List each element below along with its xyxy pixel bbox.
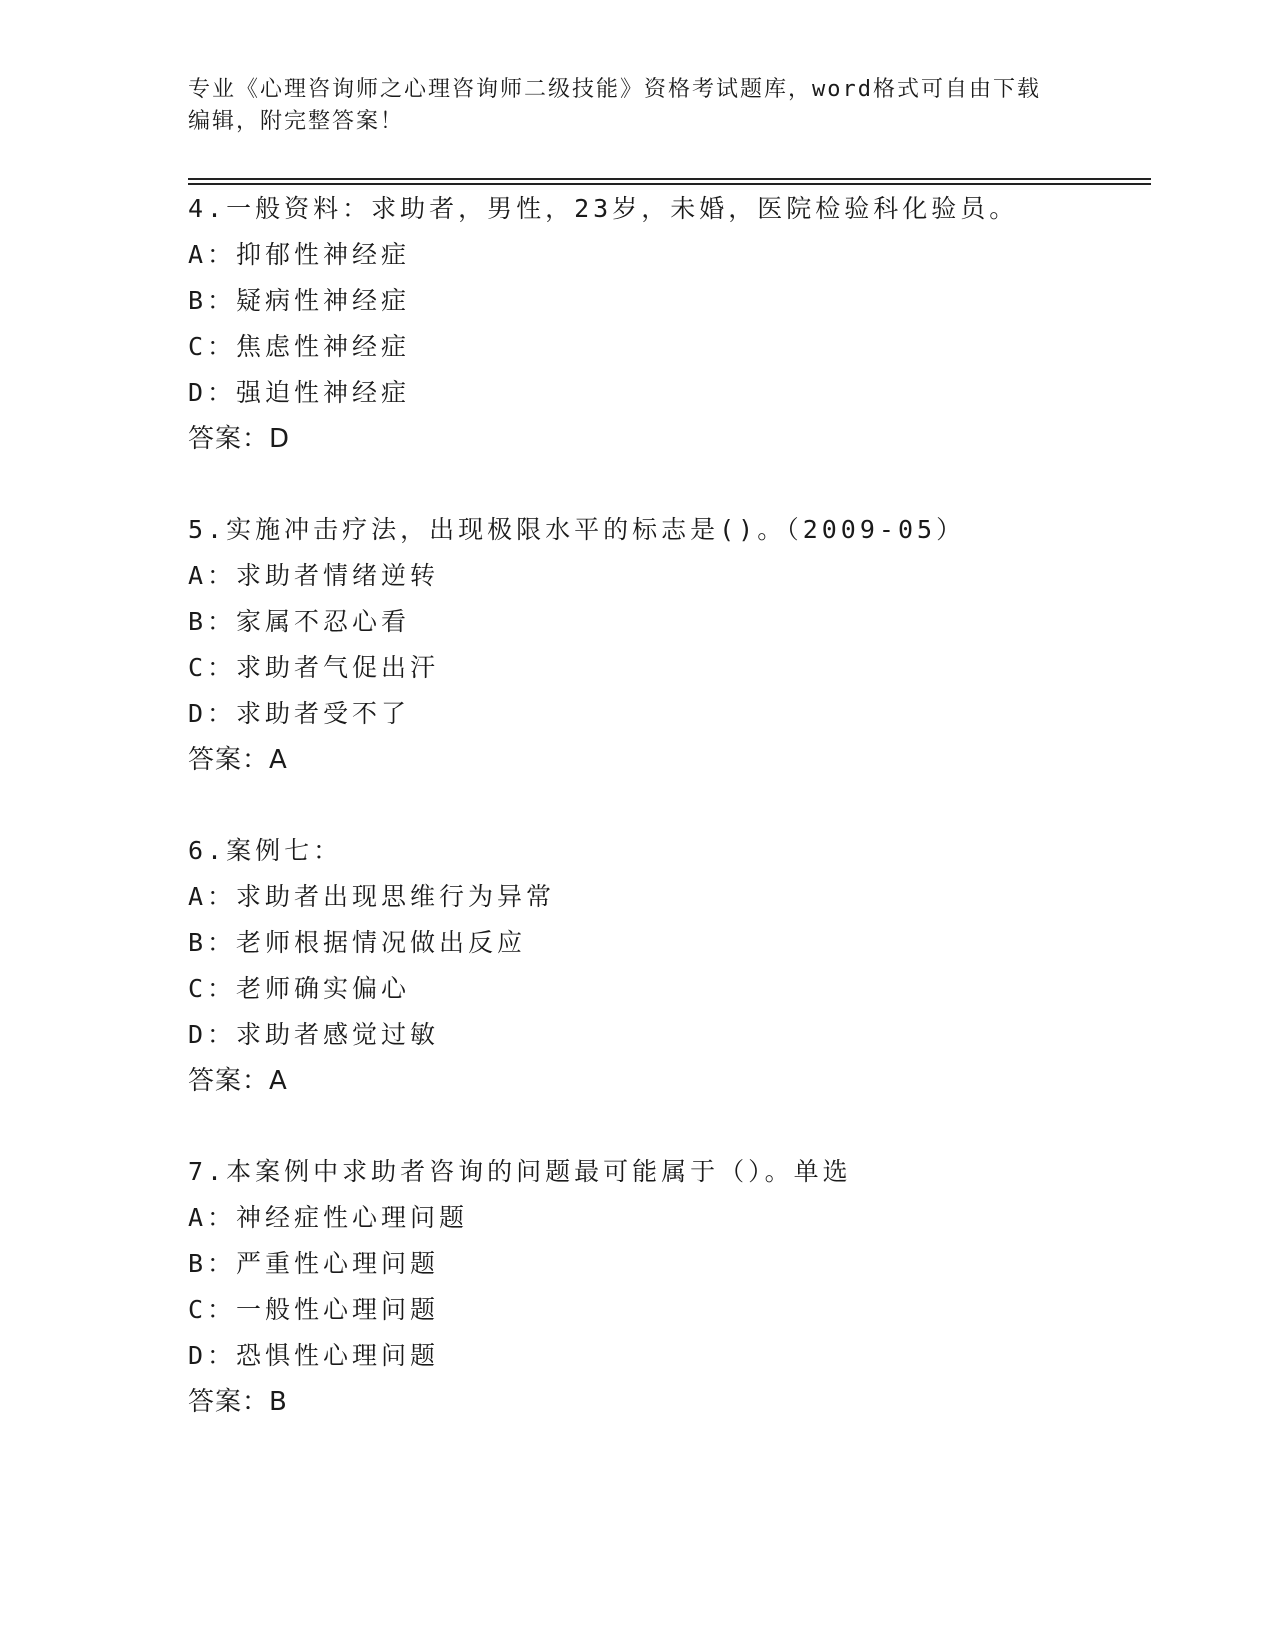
option-b: B：老师根据情况做出反应: [188, 928, 527, 957]
option-c: C：焦虑性神经症: [188, 332, 411, 361]
option-d: D：强迫性神经症: [188, 378, 411, 407]
option-d: D：求助者感觉过敏: [188, 1020, 440, 1049]
option-d: D：恐惧性心理问题: [188, 1341, 440, 1370]
answer-line: 答案：A: [188, 745, 288, 775]
option-a: A：抑郁性神经症: [188, 240, 411, 269]
question-block: [188, 1149, 1148, 1425]
document-header: [188, 74, 1068, 138]
header-divider-bottom: [188, 183, 1151, 185]
option-a: A：求助者出现思维行为异常: [188, 882, 556, 911]
option-b: B：疑病性神经症: [188, 286, 411, 315]
option-a: A：神经症性心理问题: [188, 1203, 469, 1232]
option-c: C：一般性心理问题: [188, 1295, 440, 1324]
option-c: C：求助者气促出汗: [188, 653, 440, 682]
question-stem: 5.实施冲击疗法，出现极限水平的标志是()。（2009-05）: [188, 515, 966, 544]
answer-line: 答案：D: [188, 424, 291, 454]
option-a: A：求助者情绪逆转: [188, 561, 440, 590]
question-stem: 6.案例七：: [188, 836, 343, 865]
header-line-1: 专业《心理咨询师之心理咨询师二级技能》资格考试题库，word格式可自由下载: [188, 77, 1041, 102]
option-c: C：老师确实偏心: [188, 974, 411, 1003]
question-stem: 7.本案例中求助者咨询的问题最可能属于（）。单选: [188, 1157, 852, 1186]
option-b: B：家属不忍心看: [188, 607, 411, 636]
question-block: [188, 828, 1148, 1104]
question-block: [188, 507, 1148, 783]
question-stem: 4.一般资料：求助者，男性，23岁，未婚，医院检验科化验员。: [188, 194, 1019, 223]
header-divider-top: [188, 178, 1151, 180]
answer-line: 答案：A: [188, 1066, 288, 1096]
option-d: D：求助者受不了: [188, 699, 411, 728]
option-b: B：严重性心理问题: [188, 1249, 440, 1278]
header-line-2: 编辑，附完整答案！: [188, 109, 405, 134]
answer-line: 答案：B: [188, 1387, 288, 1417]
question-block: [188, 186, 1148, 462]
